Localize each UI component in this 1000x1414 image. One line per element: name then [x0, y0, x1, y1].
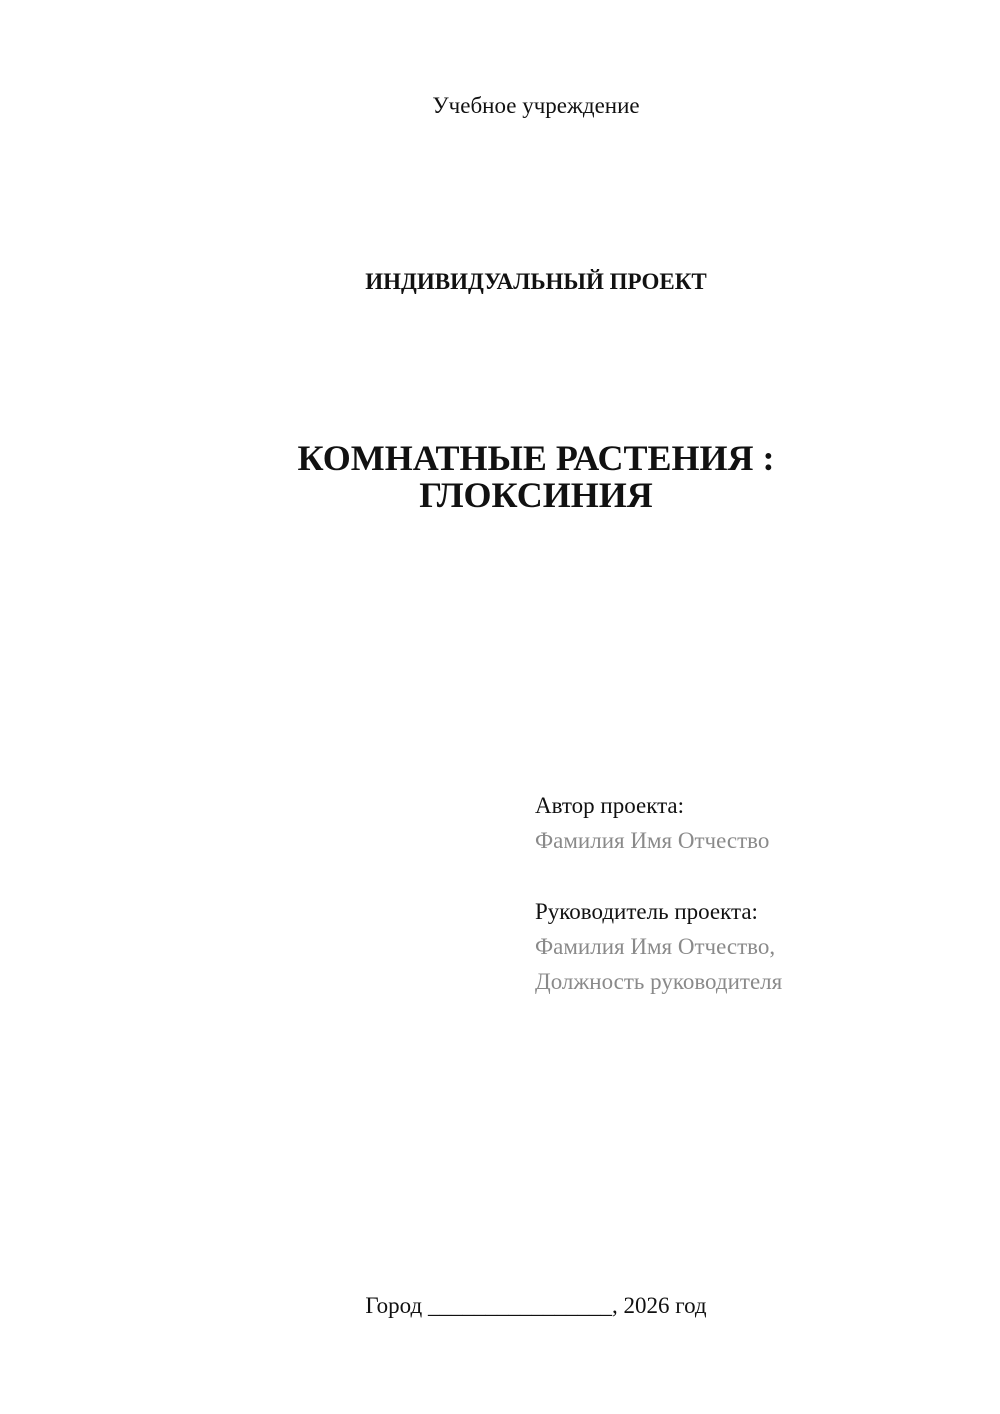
credits-spacer	[535, 858, 975, 894]
project-title	[0, 440, 1000, 514]
supervisor-label: Руководитель проекта:	[535, 899, 758, 924]
supervisor-position: Должность руководителя	[535, 969, 783, 994]
project-title-line-2: ГЛОКСИНИЯ	[419, 475, 653, 515]
project-type-heading: ИНДИВИДУАЛЬНЫЙ ПРОЕКТ	[365, 269, 707, 294]
project-credits	[535, 788, 975, 999]
author-label: Автор проекта:	[535, 793, 684, 818]
supervisor-name: Фамилия Имя Отчество,	[535, 934, 776, 959]
city-year-line: Город ________________, 2026 год	[365, 1293, 707, 1318]
institution-name: Учебное учреждение	[432, 93, 640, 118]
project-title-line-1: КОМНАТНЫЕ РАСТЕНИЯ :	[297, 438, 775, 478]
author-name: Фамилия Имя Отчество	[535, 828, 770, 853]
